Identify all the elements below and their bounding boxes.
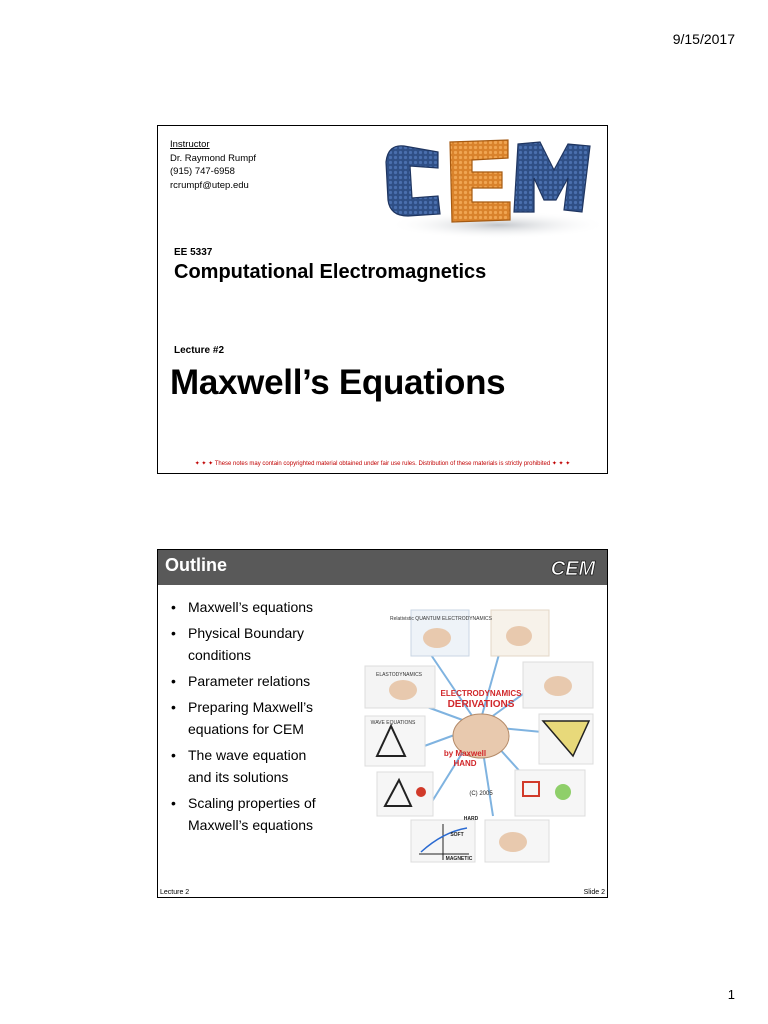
soft-label: SOFT — [450, 832, 464, 838]
vignette-bottom-right — [515, 770, 585, 816]
cem-small-logo-text: CEM — [550, 558, 596, 580]
list-item — [168, 596, 368, 618]
cem-small-logo — [544, 555, 602, 581]
hand-label: HAND — [453, 759, 477, 768]
top-left-label: Relativistic QUANTUM ELECTRODYNAMICS — [390, 616, 492, 622]
list-item — [168, 696, 368, 740]
slide-header — [158, 550, 607, 585]
center-label-2: DERIVATIONS — [447, 699, 515, 710]
list-item-line2: equations for CEM — [188, 721, 304, 737]
list-item-line1: Scaling properties of — [188, 795, 316, 811]
instructor-email: rcrumpf@utep.edu — [170, 179, 249, 191]
page-number: 1 — [727, 987, 735, 1002]
hard-label: HARD — [463, 816, 479, 822]
outline-list — [168, 596, 368, 840]
vignette-bottom-left — [377, 772, 433, 816]
instructor-name: Dr. Raymond Rumpf — [170, 152, 257, 164]
list-item-line1: Parameter relations — [188, 673, 311, 689]
by-maxwell-label: by Maxwell — [443, 749, 487, 758]
instructor-phone: (915) 747-6958 — [170, 166, 235, 177]
instructor-block — [170, 138, 256, 192]
lecture-title: Maxwell’s Equations — [170, 363, 506, 402]
cem-logo — [368, 130, 604, 240]
list-item-line1: Physical Boundary — [188, 625, 304, 641]
vignette-top-right — [491, 610, 549, 656]
lecture-number: Lecture #2 — [174, 345, 225, 356]
left-label: ELASTODYNAMICS — [375, 672, 423, 678]
list-item-line2: Maxwell’s equations — [188, 817, 314, 833]
list-item-line1: Preparing Maxwell’s — [188, 699, 314, 715]
list-item-line1: The wave equation — [188, 747, 307, 763]
slide-title: Outline — [165, 555, 227, 575]
list-item — [168, 670, 368, 692]
slide-footer-number: Slide 2 — [583, 889, 605, 896]
course-title: Computational Electromagnetics — [174, 261, 487, 283]
vignette-right — [523, 662, 593, 708]
title-slide — [157, 125, 608, 474]
vignette-bottom-center — [485, 820, 549, 862]
course-code: EE 5337 — [174, 247, 213, 258]
outline-slide — [157, 549, 608, 898]
center-label-1: ELECTRODYNAMICS — [440, 689, 522, 698]
list-item-line1: Maxwell’s equations — [188, 599, 314, 615]
page-date: 9/15/2017 — [672, 31, 735, 47]
figure-copyright: (C) 2005 — [469, 791, 493, 797]
vignette-triangle — [539, 714, 593, 764]
magnetic-label: MAGNETIC — [445, 856, 473, 862]
list-item — [168, 622, 368, 666]
instructor-label: Instructor — [170, 139, 210, 150]
wave-label: WAVE EQUATIONS — [370, 720, 416, 726]
copyright-notice: ✦ ✦ ✦ These notes may contain copyrighted material obtained under fair use rules. Distribution of these materials is strictly prohibited ✦ ✦ ✦ — [194, 461, 571, 467]
list-item-line2: and its solutions — [188, 769, 289, 785]
maxwell-hand-diagram — [363, 606, 595, 864]
list-item — [168, 744, 368, 788]
slide-footer-lecture: Lecture 2 — [160, 889, 190, 896]
list-item-line2: conditions — [188, 647, 252, 663]
list-item — [168, 792, 368, 836]
